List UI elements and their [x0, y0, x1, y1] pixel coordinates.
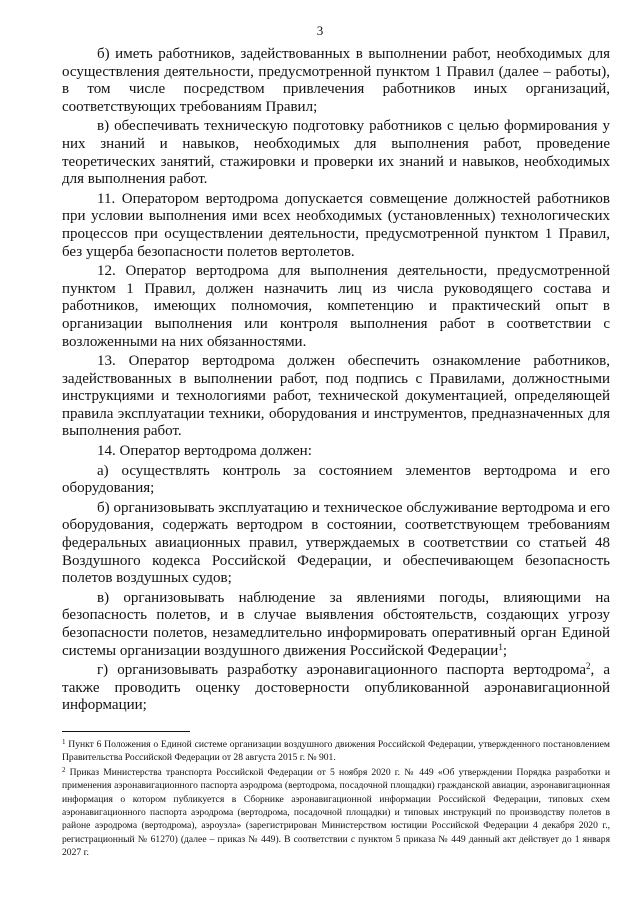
paragraph-14v-end: ; [502, 642, 507, 659]
paragraph-13: 13. Оператор вертодрома должен обеспечить ознакомление работников, задействованных в выполнении работ, под подпись с Правилами, должностными инструкциями и технологиями работ, технической документацией, определяющей правила эксплуатации техники, оборудования и инструментов, предназначенных для выполнения работ. [62, 353, 610, 440]
page-number: 3 [316, 23, 324, 38]
footnote-ref-1: 1 [498, 641, 503, 652]
paragraph-14v [62, 590, 610, 660]
footnote-separator [62, 731, 190, 732]
paragraph-14: 14. Оператор вертодрома должен: [97, 443, 312, 460]
paragraph-14g-text-start: г) организовывать разработку аэронавигационного паспорта вертодрома [97, 662, 587, 679]
paragraph-14b: б) организовывать эксплуатацию и техническое обслуживание вертодрома и его оборудования, содержать вертодром в состоянии, соответствующем требованиям федеральных авиационных правил, утверждаемых в соответствии со статьей 48 Воздушного кодекса Российской Федерации, и обеспечивающем безопасность полетов воздушных судов; [62, 499, 610, 587]
footnote-2 [62, 766, 610, 860]
paragraph-10b: б) иметь работников, задействованных в выполнении работ, необходимых для осуществления деятельности, предусмотренной пунктом 1 Правил (далее – работы), в том числе посредством привлечения работников иных организаций, соответствующих требованиям Правил; [62, 46, 610, 115]
paragraph-14a: а) осуществлять контроль за состоянием элементов вертодрома и его оборудования; [62, 462, 610, 497]
footnote-2-marker: 2 [62, 765, 66, 774]
paragraph-12: 12. Оператор вертодрома для выполнения деятельности, предусмотренной пунктом 1 Правил, должен назначить лиц из числа руководящего состава и работников, имеющих полномочия, компетенцию и практический опыт в организации выполнения или контроля выполнения работ в соответствии с возложенными на них обязанностями. [62, 263, 610, 350]
paragraph-14v-text: в) организовывать наблюдение за явлениями погоды, влияющими на безопасность полетов, и в случае выявления обстоятельств, создающих угрозу безопасности полетов, незамедлительно информировать оперативный орган Единой системы организации воздушного движения Российской Федерации [62, 589, 610, 659]
paragraph-11: 11. Оператором вертодрома допускается совмещение должностей работников при условии выполнения ими всех необходимых (установленных) технологических процессов при осуществлении деятельности, предусмотренной пунктом 1 Правил, без ущерба безопасности полетов вертолетов. [62, 190, 610, 260]
document-body [62, 46, 610, 717]
footnotes [62, 738, 610, 861]
footnote-ref-2: 2 [586, 661, 591, 672]
footnote-1-text: Пункт 6 Положения о Единой системе организации воздушного движения Российской Федерации, утвержденного постановлением Правительства Российской Федерации от 28 августа 2015 г. № 901. [62, 739, 610, 764]
footnote-2-text: Приказ Министерства транспорта Российской Федерации от 5 ноября 2020 г. № 449 «Об утверждении Порядка разработки и применения аэронавигационного паспорта аэродрома (вертодрома, посадочной площадки) гражданской авиации, аэронавигационная информация о котором публикуется в Сборнике аэронавигационной информации Российской Федерации, типовых схем аэронавигационного паспорта аэродрома (вертодрома, посадочной площадки) и типовых инструкций по производству полетов в районе аэродрома (вертодрома), аэроузла» (зарегистрирован Министерством юстиции Российской Федерации 4 декабря 2020 г., регистрационный № 61270) (далее – приказ № 449). В соответствии с пунктом 5 приказа № 449 данный акт действует до 1 января 2027 г. [62, 766, 610, 859]
paragraph-10v: в) обеспечивать техническую подготовку работников с целью формирования у них знаний и навыков, необходимых для выполнения работ, проведение теоретических занятий, стажировки и проверки их знаний и навыков, необходимых для выполнения работ. [62, 118, 610, 188]
paragraph-14g-text-end: , а также проводить оценку достоверности опубликованной аэронавигационной информации; [62, 662, 610, 714]
footnote-1-marker: 1 [62, 738, 66, 746]
footnote-1 [62, 738, 610, 765]
paragraph-14g [62, 662, 610, 715]
